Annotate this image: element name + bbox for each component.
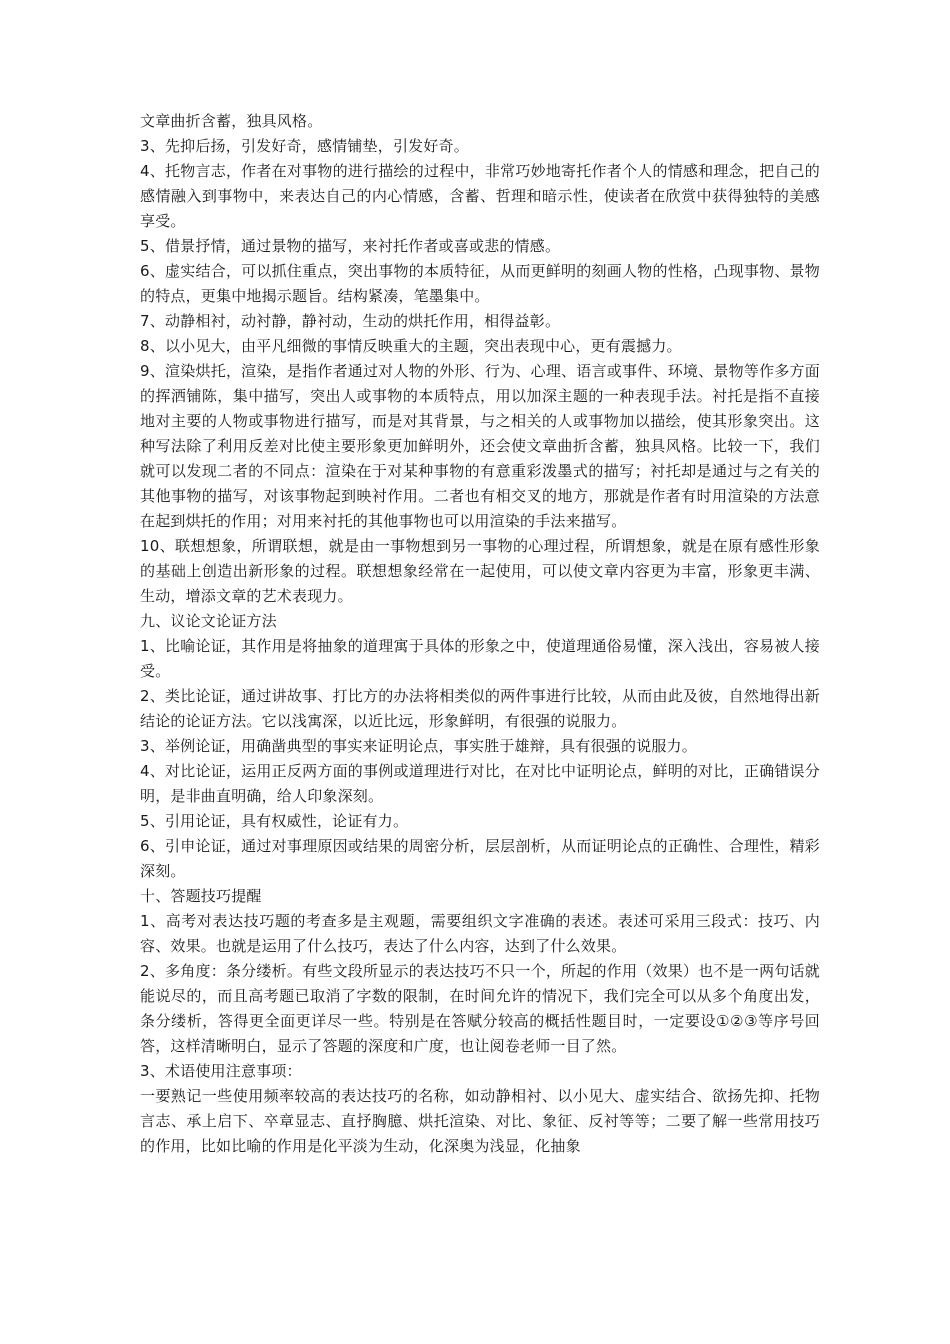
- paragraph: 5、借景抒情，通过景物的描写，来衬托作者或喜或悲的情感。: [140, 237, 561, 255]
- paragraph: 2、类比论证，通过讲故事、打比方的办法将相类似的两件事进行比较，从而由此及彼，自然地得出新结论的论证方法。它以浅寓深，以近比远，形象鲜明，有很强的说服力。: [140, 687, 820, 730]
- paragraph: 3、术语使用注意事项：: [140, 1062, 302, 1080]
- paragraph: 7、动静相衬，动衬静，静衬动，生动的烘托作用，相得益彰。: [140, 312, 561, 330]
- paragraph: 4、对比论证，运用正反两方面的事例或道理进行对比，在对比中证明论点，鲜明的对比，正确错误分明，是非曲直明确，给人印象深刻。: [140, 762, 820, 805]
- paragraph: 3、先抑后扬，引发好奇，感情铺垫，引发好奇。: [140, 137, 469, 155]
- document-page: [140, 109, 820, 1159]
- paragraph: 一要熟记一些使用频率较高的表达技巧的名称，如动静相衬、以小见大、虚实结合、欲扬先抑、托物言志、承上启下、卒章显志、直抒胸臆、烘托渲染、对比、象征、反衬等等；二要了解一些常用技巧的作用，比如比喻的作用是化平淡为生动，化深奥为浅显，化抽象: [140, 1087, 820, 1155]
- paragraph: 5、引用论证，具有权威性，论证有力。: [140, 812, 409, 830]
- paragraph: 4、托物言志，作者在对事物的进行描绘的过程中，非常巧妙地寄托作者个人的情感和理念，把自己的感情融入到事物中，来表达自己的内心情感，含蓄、哲理和暗示性，使读者在欣赏中获得独特的美感享受。: [140, 162, 820, 230]
- paragraph: 1、高考对表达技巧题的考查多是主观题，需要组织文字准确的表述。表述可采用三段式：技巧、内容、效果。也就是运用了什么技巧，表达了什么内容，达到了什么效果。: [140, 912, 820, 955]
- section-heading: 九、议论文论证方法: [140, 612, 277, 630]
- paragraph: 9、渲染烘托，渲染，是指作者通过对人物的外形、行为、心理、语言或事件、环境、景物等作多方面的挥洒铺陈，集中描写，突出人或事物的本质特点，用以加深主题的一种表现手法。衬托是指不直接地对主要的人物或事物进行描写，而是对其背景，与之相关的人或事物加以描绘，使其形象突出。这种写法除了利用反差对比使主要形象更加鲜明外，还会使文章曲折含蓄，独具风格。比较一下，我们就可以发现二者的不同点：渲染在于对某种事物的有意重彩泼墨式的描写；衬托却是通过与之有关的其他事物的描写，对该事物起到映衬作用。二者也有相交叉的地方，那就是作者有时用渲染的方法意在起到烘托的作用；对用来衬托的其他事物也可以用渲染的手法来描写。: [140, 362, 820, 530]
- paragraph: 2、多角度：条分缕析。有些文段所显示的表达技巧不只一个，所起的作用（效果）也不是一两句话就能说尽的，而且高考题已取消了字数的限制，在时间允许的情况下，我们完全可以从多个角度出发，条分缕析，答得更全面更详尽一些。特别是在答赋分较高的概括性题目时，一定要设①②③等序号回答，这样清晰明白，显示了答题的深度和广度，也让阅卷老师一目了然。: [140, 962, 820, 1055]
- paragraph: 10、联想想象，所谓联想，就是由一事物想到另一事物的心理过程，所谓想象，就是在原有感性形象的基础上创造出新形象的过程。联想想象经常在一起使用，可以使文章内容更为丰富，形象更丰满、生动，增添文章的艺术表现力。: [140, 537, 820, 605]
- paragraph: 3、举例论证，用确凿典型的事实来证明论点，事实胜于雄辩，具有很强的说服力。: [140, 737, 697, 755]
- paragraph: 6、引申论证，通过对事理原因或结果的周密分析，层层剖析，从而证明论点的正确性、合理性，精彩深刻。: [140, 837, 820, 880]
- paragraph: 6、虚实结合，可以抓住重点，突出事物的本质特征，从而更鲜明的刻画人物的性格，凸现事物、景物的特点，更集中地揭示题旨。结构紧凑，笔墨集中。: [140, 262, 820, 305]
- section-heading: 十、答题技巧提醒: [140, 887, 262, 905]
- paragraph: 文章曲折含蓄，独具风格。: [140, 112, 323, 130]
- paragraph: 8、以小见大，由平凡细微的事情反映重大的主题，突出表现中心，更有震撼力。: [140, 337, 682, 355]
- paragraph: 1、比喻论证，其作用是将抽象的道理寓于具体的形象之中，使道理通俗易懂，深入浅出，容易被人接受。: [140, 637, 820, 680]
